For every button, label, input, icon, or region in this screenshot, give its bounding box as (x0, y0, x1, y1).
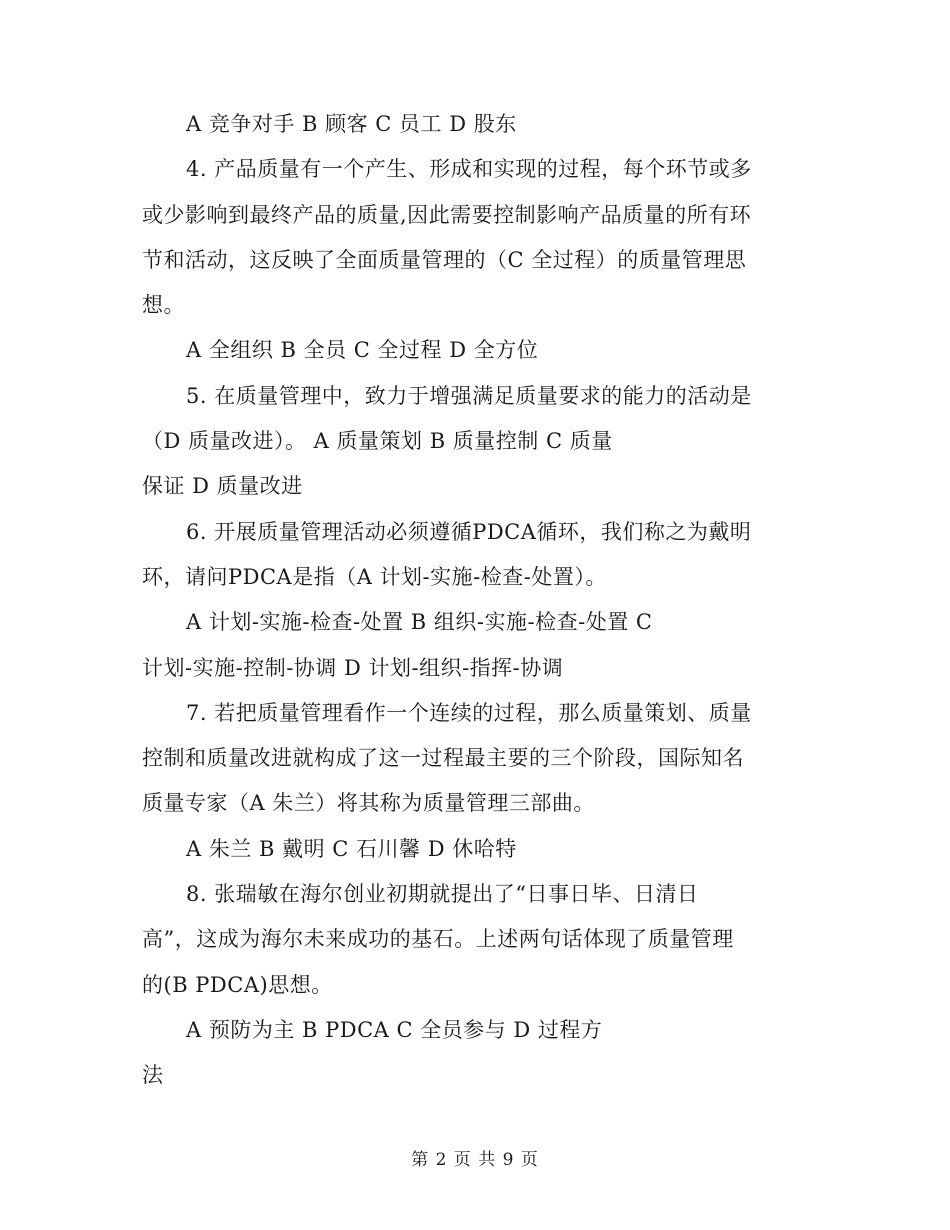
question-4-text: 或少影响到最终产品的质量,因此需要控制影响产品质量的所有环 (142, 202, 752, 227)
question-7-options: A 朱兰 B 戴明 C 石川馨 D 休哈特 (186, 836, 517, 861)
question-4-text: 4. 产品质量有一个产生、形成和实现的过程，每个环节或多 (186, 157, 752, 182)
question-7-text: 7. 若把质量管理看作一个连续的过程，那么质量策划、质量 (186, 700, 752, 725)
question-8-text: 高”，这成为海尔未来成功的基石。上述两句话体现了质量管理 (142, 927, 734, 952)
question-5-text: 5. 在质量管理中，致力于增强满足质量要求的能力的活动是 (186, 383, 752, 408)
question-8-text: 的(B PDCA)思想。 (142, 972, 333, 997)
question-8-text: 8. 张瑞敏在海尔创业初期就提出了“日事日毕、日清日 (186, 882, 699, 907)
question-4-text: 想。 (142, 293, 185, 318)
question-7-text: 质量专家（A 朱兰）将其称为质量管理三部曲。 (142, 791, 595, 816)
question-6-options: A 计划-实施-检查-处置 B 组织-实施-检查-处置 C (186, 610, 653, 635)
question-4-options: A 全组织 B 全员 C 全过程 D 全方位 (186, 338, 539, 363)
question-6-text: 环，请问PDCA是指（A 计划-实施-检查-处置）。 (142, 564, 607, 589)
question-5-options: 保证 D 质量改进 (142, 474, 303, 499)
option-line: A 竞争对手 B 顾客 C 员工 D 股东 (186, 112, 517, 136)
question-8-options: A 预防为主 B PDCA C 全员参与 D 过程方 (186, 1017, 603, 1042)
question-6-text: 6. 开展质量管理活动必须遵循PDCA循环，我们称之为戴明 (186, 519, 752, 544)
document-body (142, 102, 810, 1099)
page-number-footer: 第 2 页 共 9 页 (411, 1150, 539, 1170)
question-5-text: （D 质量改进）。 A 质量策划 B 质量控制 C 质量 (142, 429, 613, 454)
question-7-text: 控制和质量改进就构成了这一过程最主要的三个阶段，国际知名 (142, 746, 744, 771)
question-6-options: 计划-实施-控制-协调 D 计划-组织-指挥-协调 (142, 655, 564, 680)
question-4-text: 节和活动，这反映了全面质量管理的（C 全过程）的质量管理思 (142, 247, 747, 272)
question-8-options: 法 (142, 1063, 164, 1088)
